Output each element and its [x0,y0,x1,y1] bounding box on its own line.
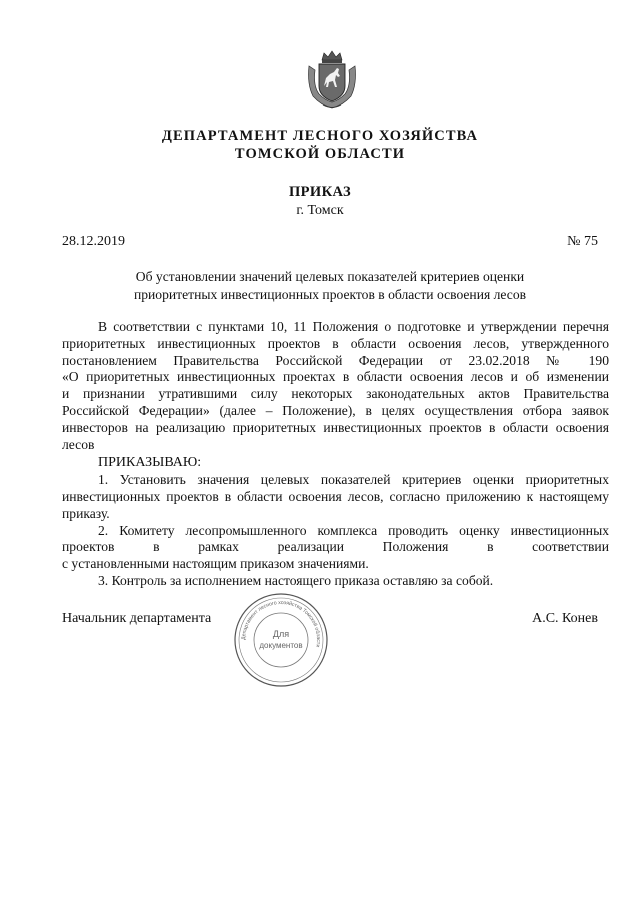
order-command: ПРИКАЗЫВАЮ: [98,455,202,471]
preamble-line: приоритетных инвестиционных проектов в области освоения лесов, утвержденного [62,335,609,351]
subject-line: Об установлении значений целевых показателей критериев оценки [135,269,525,284]
preamble-line: постановлением Правительства Российской Федерации от 23.02.2018 № 190 [62,352,609,368]
preamble-line: и признании утратившими силу некоторых законодательных актов Правительства [62,386,609,402]
item-1-line: инвестиционных проектов в области освоения лесов, согласно приложению к настоящему [62,488,609,504]
signatory-position: Начальник департамента [62,611,212,626]
preamble-line: лесов [62,436,95,452]
stamp-text-line1: Для [272,629,290,639]
official-stamp-icon [233,592,329,688]
order-date: 28.12.2019 [62,234,125,249]
item-3-line: 3. Контроль за исполнением настоящего приказа оставляю за собой. [98,572,494,588]
preamble-line: В соответствии с пунктами 10, 11 Положения о подготовке и утверждении перечня [98,319,609,334]
preamble-line: инвесторов на реализацию приоритетных инвестиционных проектов в области освоения [62,419,609,435]
preamble-line: «О приоритетных инвестиционных проектах в области освоения лесов и об изменении [62,369,609,385]
stamp-ring-text: Департамент лесного хозяйства Томской области [240,599,322,648]
order-title: ПРИКАЗ [288,184,352,200]
subject-line: приоритетных инвестиционных проектов в области освоения лесов [133,286,527,302]
order-city: г. Томск [296,203,344,218]
order-body [62,319,609,590]
department-name-line2: ТОМСКОЙ ОБЛАСТИ [234,146,406,162]
item-1-line: 1. Установить значения целевых показателей критериев оценки приоритетных [98,472,609,488]
preamble-line: Российской Федерации» (далее – Положение), в целях осуществления отбора заявок [62,402,609,418]
signatory-name: А.С. Конев [532,611,598,626]
item-2-line: 2. Комитету лесопромышленного комплекса проводить оценку инвестиционных [98,522,609,538]
stamp-text-line2: документов [259,641,303,650]
coat-of-arms-icon [305,50,359,110]
item-2-line: проектов в рамках реализации Положения в соответствии [62,539,609,555]
order-subject [60,268,600,303]
department-name-line1: ДЕПАРТАМЕНТ ЛЕСНОГО ХОЗЯЙСТВА [161,128,479,144]
item-2-line: с установленными настоящим приказом значениями. [62,556,369,572]
order-number: № 75 [567,234,598,249]
item-1-line: приказу. [62,505,110,521]
